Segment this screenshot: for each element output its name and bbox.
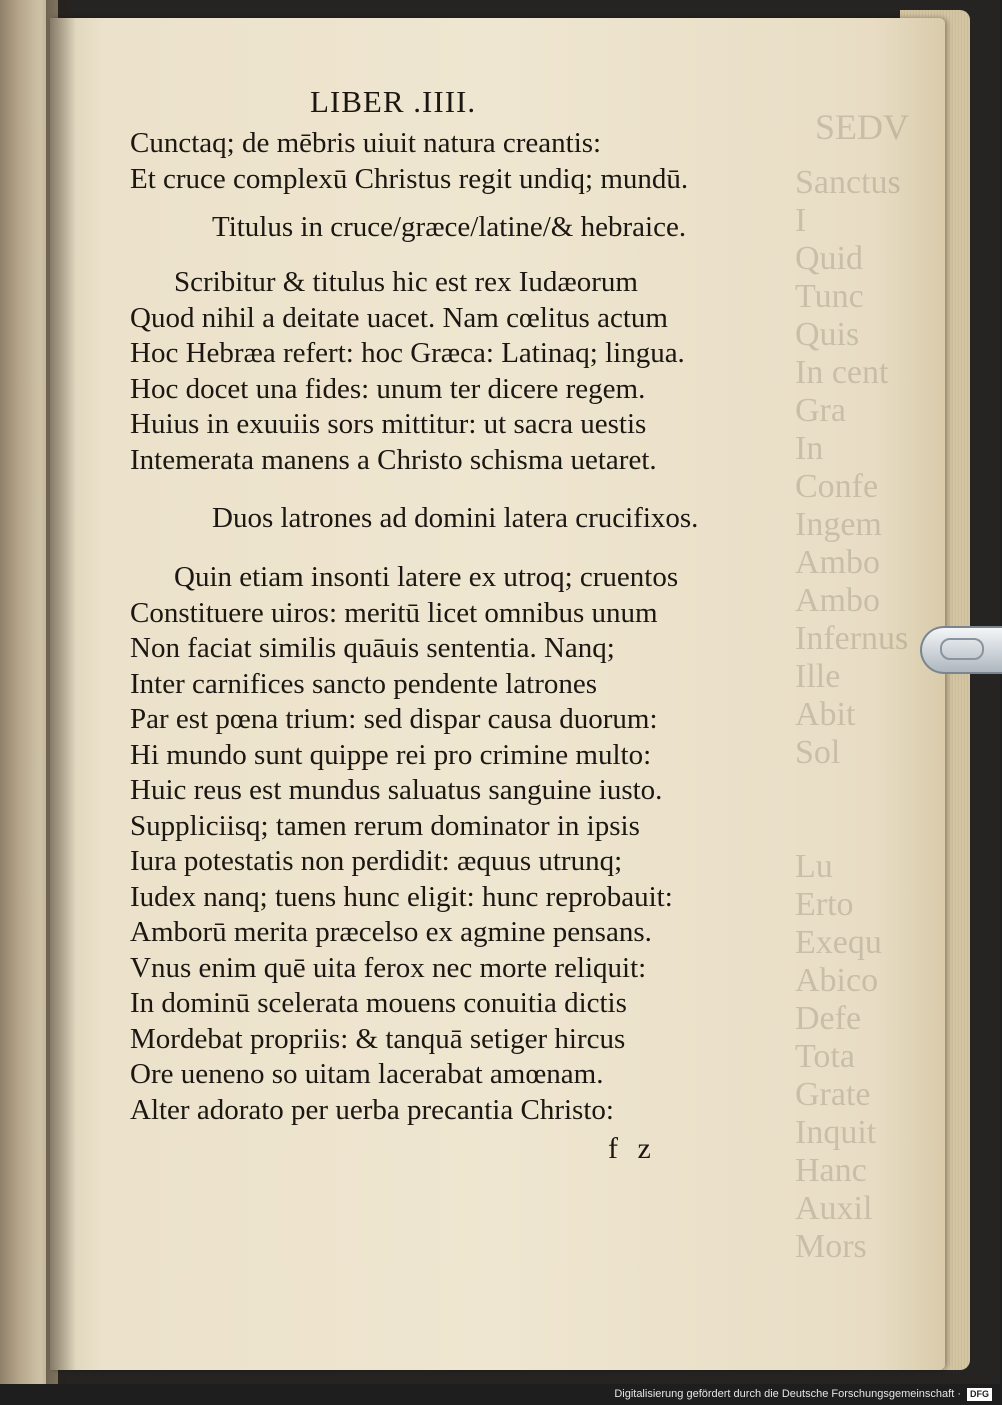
footer-credit: Digitalisierung gefördert durch die Deutsche Forschungsgemeinschaft · [614, 1388, 961, 1400]
verse-line: Constituere uiros: meritū licet omnibus unum [130, 596, 658, 629]
dfg-logo: DFG [967, 1388, 992, 1401]
section-heading-latrones: Duos latrones ad domini latera crucifixos. [212, 502, 699, 534]
book-gutter-shadow [46, 0, 76, 1384]
verse-line: Par est pœna trium: sed dispar causa duorum: [130, 703, 658, 735]
verse-line: Scribitur & titulus hic est rex Iudæorum [174, 266, 638, 298]
verse-line: Hoc Hebræa refert: hoc Græca: Latinaq; lingua. [130, 337, 685, 369]
verse-line: Hi mundo sunt quippe rei pro crimine multo: [130, 738, 652, 771]
verse-line: Non faciat similis quāuis sententia. Nanq; [130, 632, 615, 664]
signature-mark: f z [608, 1132, 657, 1165]
verse-line: Quin etiam insonti latere ex utroq; cruentos [174, 561, 679, 593]
section-heading-titulus: Titulus in cruce/græce/latine/& hebraice. [212, 211, 687, 243]
verse-line: Suppliciisq; tamen rerum dominator in ipsis [130, 809, 640, 842]
verse-line: Huic reus est mundus saluatus sanguine iusto. [130, 774, 663, 806]
verse-block-3 [130, 560, 770, 1128]
verse-line: Quod nihil a deitate uacet. Nam cœlitus actum [130, 301, 668, 334]
verse-line: Intemerata manens a Christo schisma uetaret. [130, 443, 657, 476]
page-clip [920, 626, 1002, 674]
verse-line: Mordebat propriis: & tanquā setiger hircus [130, 1022, 626, 1055]
page-text [130, 78, 770, 1166]
verse-line: Alter adorato per uerba precantia Christo: [130, 1093, 614, 1126]
verse-line: Hoc docet una fides: unum ter dicere regem. [130, 372, 646, 405]
verse-line: In dominū scelerata mouens conuitia dictis [130, 987, 627, 1019]
verse-line: Huius in exuuiis sors mittitur: ut sacra uestis [130, 408, 647, 440]
running-head: LIBER .IIII. [310, 84, 477, 119]
footer-bar [0, 1384, 1000, 1405]
verse-line: Iura potestatis non perdidit: æquus utrunq; [130, 845, 623, 877]
show-through-text: SEDV Sanctus I Quid Tunc Quis In cent Gra In Confe Ingem Ambo Ambo Infernus Ille Abit Sol Lu Erto Exequ Abico Defe Tota Grate Inquit Hanc Auxil Mors [795, 107, 910, 1265]
verse-line: Vnus enim quē uita ferox nec morte reliquit: [130, 951, 647, 984]
verse-line: Ore ueneno so uitam lacerabat amœnam. [130, 1058, 604, 1090]
verse-line: Inter carnifices sancto pendente latrones [130, 667, 598, 700]
verse-block-1 [130, 126, 770, 197]
verse-line: Iudex nanq; tuens hunc eligit: hunc reprobauit: [130, 880, 673, 913]
verse-line: Et cruce complexū Christus regit undiq; mundū. [130, 162, 689, 195]
verse-line: Cunctaq; de mēbris uiuit natura creantis: [130, 127, 602, 159]
verse-line: Amborū merita præcelso ex agmine pensans. [130, 916, 652, 948]
verse-block-2 [130, 265, 770, 478]
